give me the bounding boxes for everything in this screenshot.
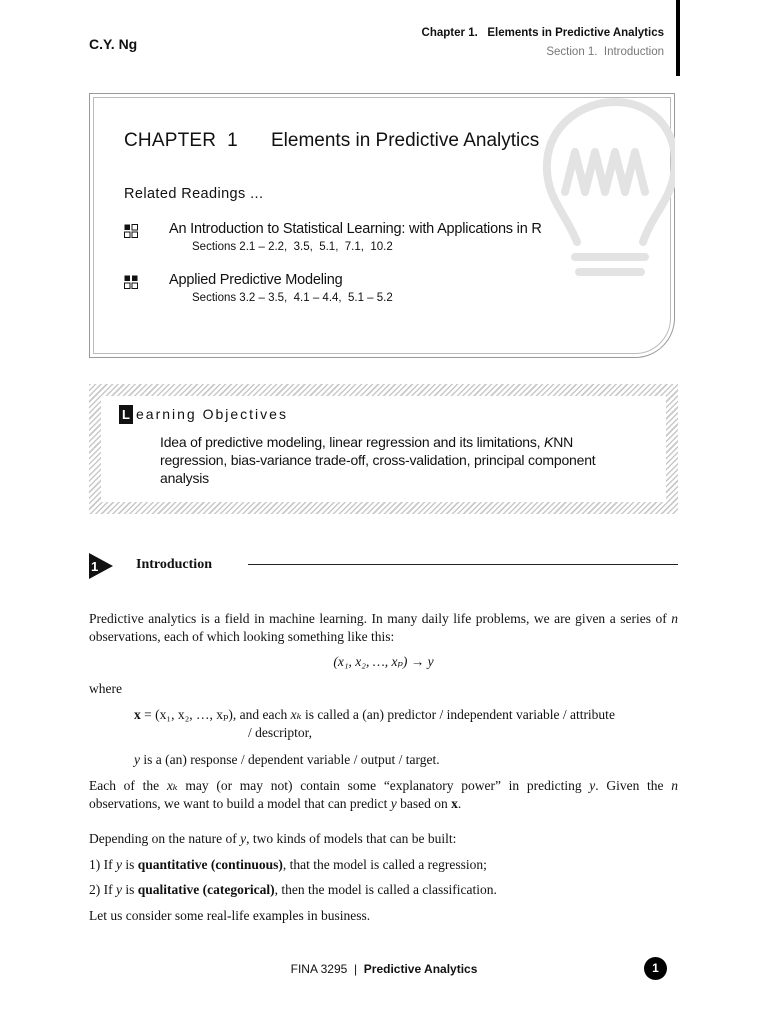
where-text: where (89, 681, 122, 696)
examples-paragraph: Let us consider some real-life examples in business. (89, 908, 371, 923)
reading-sections: Sections 2.1 – 2.2, 3.5, 5.1, 7.1, 10.2 (192, 241, 393, 253)
definition-x: x = (x₁, x₂, …, xₚ), and each xₖ is called a (an) predictor / independent variable / attribute (134, 707, 615, 722)
reading-title: Applied Predictive Modeling (169, 272, 343, 288)
footer-course: FINA 3295 (290, 962, 348, 976)
chapter-title: Elements in Predictive Analytics (271, 130, 540, 151)
section-number: 1 (91, 559, 99, 574)
list-item-classification: 2) If y is qualitative (categorical), then the model is called a classification. (89, 882, 497, 897)
running-header-section: Section 1. Introduction (546, 46, 664, 58)
footer-subject: Predictive Analytics (363, 962, 478, 976)
lightbulb-icon (535, 92, 675, 292)
model-kinds-paragraph: Depending on the nature of y, two kinds of models that can be built: (89, 831, 457, 846)
list-item-regression: 1) If y is quantitative (continuous), that the model is called a regression; (89, 857, 487, 872)
related-readings-heading: Related Readings ... (124, 186, 264, 202)
definition-y: y is a (an) response / dependent variable / output / target. (134, 752, 440, 767)
learning-objectives-initial: L (119, 405, 133, 424)
reading-title: An Introduction to Statistical Learning: with Applications in R (169, 221, 542, 237)
reading-sections: Sections 3.2 – 3.5, 4.1 – 4.4, 5.1 – 5.2 (192, 292, 393, 304)
footer-separator: | (353, 962, 358, 976)
page-number: 1 (644, 957, 667, 980)
definition-x-continued: / descriptor, (248, 725, 312, 740)
learning-objectives-title: earning Objectives (136, 406, 288, 422)
book-icon (124, 224, 138, 238)
author-name: C.Y. Ng (89, 36, 138, 52)
learning-objectives-text: Idea of predictive modeling, linear regression and its limitations, KNN regression, bias-variance trade-off, cross-validation, principal component analysis (160, 434, 596, 486)
observation-formula: (x₁, x₂, …, xₚ) → y (333, 654, 434, 669)
section-heading: Introduction (136, 557, 212, 572)
book-icon (124, 275, 138, 289)
chapter-label: CHAPTER 1 (124, 130, 238, 151)
header-bar (676, 0, 680, 76)
explanatory-paragraph: Each of the xₖ may (or may not) contain some “explanatory power” in predicting y. Given the n observations, we want to build a model that can predict y based on x. (89, 778, 678, 811)
section-number-marker (89, 553, 113, 579)
running-header-chapter: Chapter 1. Elements in Predictive Analytics (421, 27, 664, 39)
intro-paragraph: Predictive analytics is a field in machine learning. In many daily life problems, we are given a series of n observations, each of which looking something like this: (89, 611, 678, 644)
section-rule (248, 564, 678, 565)
